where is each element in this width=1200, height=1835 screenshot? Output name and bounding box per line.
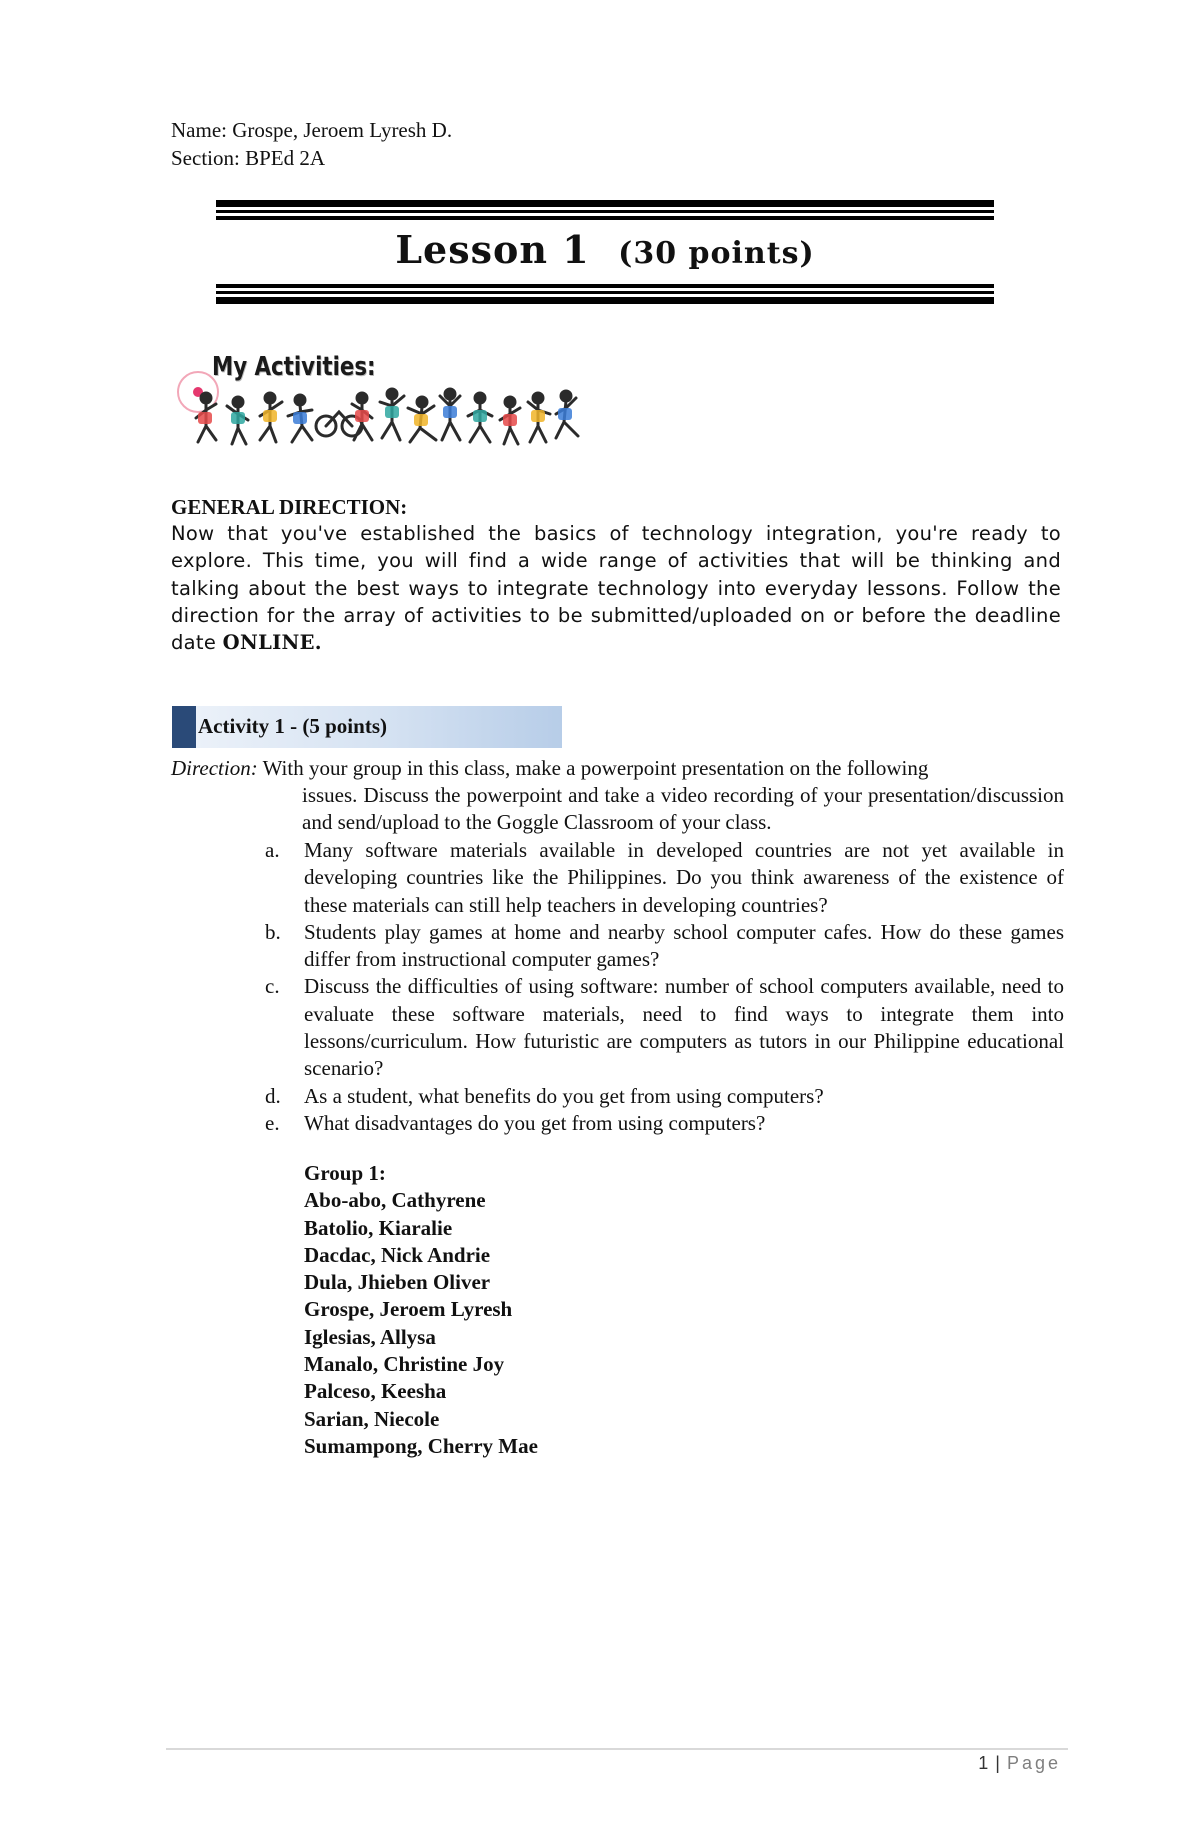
group-member: Manalo, Christine Joy xyxy=(304,1352,505,1377)
direction-continued: issues. Discuss the powerpoint and take a video recording of your presentation/discussion and send/upload to the Goggle Classroom of your class. xyxy=(302,783,1064,835)
group-member: Palceso, Keesha xyxy=(304,1379,447,1404)
lesson-points: (30 points) xyxy=(618,236,815,271)
question-text: What disadvantages do you get from using computers? xyxy=(304,1110,766,1135)
question-text: Students play games at home and nearby school computer cafes. How do these games differ from instructional computer games? xyxy=(304,919,1064,972)
question-letter: b. xyxy=(265,919,281,944)
my-activities-label: My Activities: xyxy=(212,352,376,382)
question-list xyxy=(265,837,1064,1137)
student-name: Name: Grospe, Jeroem Lyresh D. xyxy=(171,118,453,142)
lesson-title xyxy=(216,228,994,276)
group-member: Batolio, Kiaralie xyxy=(304,1215,453,1240)
footer-divider xyxy=(166,1748,1068,1750)
question-text: Discuss the difficulties of using software: number of school computers available, need to evaluate these software materials, need to find ways to integrate them into lessons/curriculum. How futuristic are computers as tutors in our Philippine educational scenario? xyxy=(304,974,1064,1081)
list-item xyxy=(265,973,1064,1082)
list-item xyxy=(265,1083,1064,1110)
lesson-title-text: Lesson 1 xyxy=(395,227,590,272)
group-member: Dacdac, Nick Andrie xyxy=(304,1242,491,1267)
question-text: As a student, what benefits do you get from using computers? xyxy=(304,1083,824,1108)
question-text: Many software materials available in developed countries are not yet available in developing countries like the Philippines. Do you think awareness of the existence of these materials can still help teachers in developing countries? xyxy=(304,838,1064,917)
activity-header-accent-bar xyxy=(172,706,196,748)
page-number: 1 xyxy=(978,1753,990,1773)
list-item xyxy=(265,919,1064,974)
footer-separator: | xyxy=(995,1753,1001,1773)
group-member: Abo-abo, Cathyrene xyxy=(304,1188,486,1213)
page-label: Page xyxy=(1006,1753,1061,1773)
direction-first-line: With your group in this class, make a powerpoint presentation on the following xyxy=(262,756,929,780)
page-footer xyxy=(978,1753,1061,1774)
group-member: Iglesias, Allysa xyxy=(304,1324,436,1349)
group-member: Dula, Jhieben Oliver xyxy=(304,1270,491,1295)
general-direction-title: GENERAL DIRECTION: xyxy=(171,495,408,519)
general-direction-text: Now that you've established the basics of technology integration, you're ready to explore. This time, you will find a wide range of activities that will be thinking and talking about the best ways to integrate technology into everyday lessons. Follow the direction for the array of activities to be submitted/uploaded on or before the deadline date xyxy=(171,522,1061,655)
group-title: Group 1: xyxy=(304,1161,386,1185)
title-rule-top xyxy=(216,200,994,220)
student-section: Section: BPEd 2A xyxy=(171,146,326,170)
question-letter: e. xyxy=(265,1110,280,1135)
direction-label: Direction: xyxy=(171,756,258,780)
group-members xyxy=(304,1160,538,1460)
list-item xyxy=(265,837,1064,919)
group-member: Sarian, Niecole xyxy=(304,1406,440,1431)
question-letter: a. xyxy=(265,838,280,862)
list-item xyxy=(265,1110,1064,1137)
activity-1-header xyxy=(172,706,562,748)
student-info xyxy=(171,116,452,172)
title-rule-bottom xyxy=(216,284,994,304)
general-direction-body xyxy=(171,520,1061,656)
activity-direction xyxy=(171,755,1064,782)
group-member: Sumampong, Cherry Mae xyxy=(304,1433,538,1458)
group-member: Grospe, Jeroem Lyresh xyxy=(304,1297,513,1322)
general-direction-emphasis: ONLINE. xyxy=(222,631,322,655)
activity-1-label: Activity 1 - (5 points) xyxy=(198,714,387,738)
my-activities-banner xyxy=(176,348,586,458)
question-letter: c. xyxy=(265,974,280,999)
question-letter: d. xyxy=(265,1083,281,1108)
